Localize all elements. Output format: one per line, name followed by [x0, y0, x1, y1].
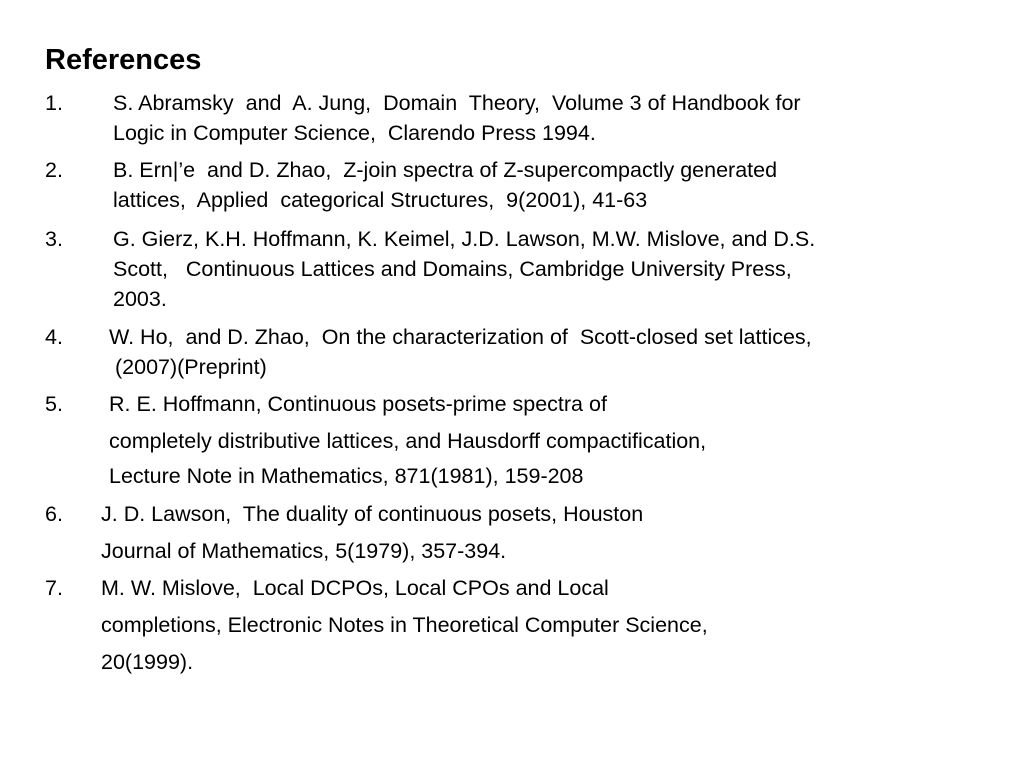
reference-number: 7. — [45, 576, 63, 600]
reference-text-line: 2003. — [113, 287, 167, 311]
reference-number: 6. — [45, 502, 63, 526]
reference-text-line: W. Ho, and D. Zhao, On the characterization of Scott-closed set lattices, — [109, 325, 812, 349]
reference-text-line: S. Abramsky and A. Jung, Domain Theory, Volume 3 of Handbook for — [113, 91, 801, 115]
reference-text-line: lattices, Applied categorical Structures, 9(2001), 41-63 — [113, 188, 648, 212]
reference-text-line: (2007)(Preprint) — [115, 355, 267, 379]
reference-text-line: B. Ern|’e and D. Zhao, Z-join spectra of Z-supercompactly generated — [113, 158, 778, 182]
reference-text-line: Lecture Note in Mathematics, 871(1981), 159-208 — [109, 464, 584, 488]
reference-text-line: Scott, Continuous Lattices and Domains, Cambridge University Press, — [113, 257, 792, 281]
page-title: References — [45, 44, 202, 76]
reference-text-line: G. Gierz, K.H. Hoffmann, K. Keimel, J.D. Lawson, M.W. Mislove, and D.S. — [113, 227, 816, 251]
reference-text-line: M. W. Mislove, Local DCPOs, Local CPOs and Local — [101, 576, 609, 600]
reference-text-line: R. E. Hoffmann, Continuous posets-prime spectra of — [109, 392, 607, 416]
reference-text-line: completions, Electronic Notes in Theoretical Computer Science, — [101, 613, 708, 637]
reference-number: 5. — [45, 392, 63, 416]
reference-text-line: 20(1999). — [101, 650, 194, 674]
reference-number: 1. — [45, 91, 63, 115]
reference-text-line: Logic in Computer Science, Clarendo Press 1994. — [113, 121, 596, 145]
reference-number: 3. — [45, 227, 63, 251]
reference-number: 2. — [45, 158, 63, 182]
reference-text-line: completely distributive lattices, and Hausdorff compactification, — [109, 429, 707, 453]
reference-text-line: J. D. Lawson, The duality of continuous posets, Houston — [101, 502, 644, 526]
reference-text-line: Journal of Mathematics, 5(1979), 357-394. — [101, 539, 507, 563]
reference-number: 4. — [45, 325, 63, 349]
